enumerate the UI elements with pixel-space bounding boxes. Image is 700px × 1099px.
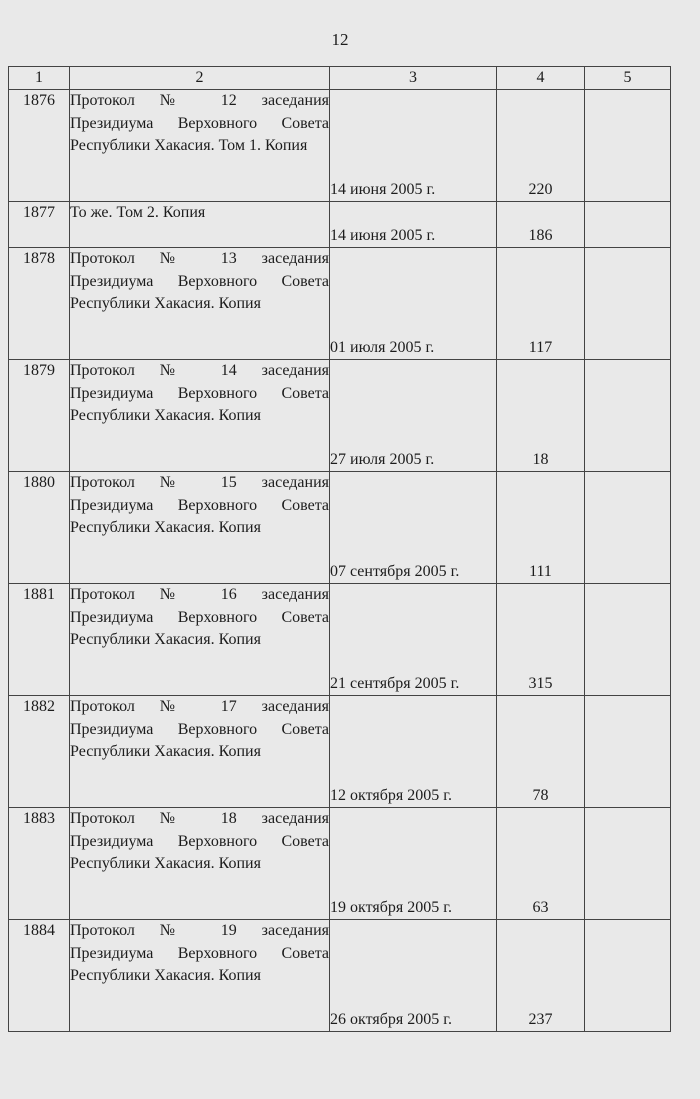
page-number: 12 — [331, 30, 349, 49]
item-title: То же. Том 2. Копия — [70, 202, 330, 248]
item-number: 1881 — [9, 584, 70, 696]
item-number: 1877 — [9, 202, 70, 248]
table-row — [9, 584, 671, 696]
item-sheets: 78 — [497, 696, 585, 808]
table-row — [9, 472, 671, 584]
item-date: 14 июня 2005 г. — [330, 90, 497, 202]
item-sheets: 111 — [497, 472, 585, 584]
item-note — [585, 202, 671, 248]
item-number: 1876 — [9, 90, 70, 202]
item-date: 21 сентября 2005 г. — [330, 584, 497, 696]
register-table — [8, 66, 671, 1032]
item-date: 14 июня 2005 г. — [330, 202, 497, 248]
column-header-title: 2 — [70, 67, 330, 90]
item-note — [585, 472, 671, 584]
item-number: 1884 — [9, 920, 70, 1032]
item-date: 12 октября 2005 г. — [330, 696, 497, 808]
item-title: Протокол № 13 заседания Президиума Верховного Совета Республики Хакасия. Копия — [70, 248, 330, 360]
item-date: 01 июля 2005 г. — [330, 248, 497, 360]
item-title: Протокол № 12 заседания Президиума Верховного Совета Республики Хакасия. Том 1. Копия — [70, 90, 330, 202]
item-title: Протокол № 17 заседания Президиума Верховного Совета Республики Хакасия. Копия — [70, 696, 330, 808]
item-note — [585, 90, 671, 202]
table-row — [9, 920, 671, 1032]
table-row — [9, 248, 671, 360]
table-body — [9, 90, 671, 1032]
item-note — [585, 808, 671, 920]
item-date: 07 сентября 2005 г. — [330, 472, 497, 584]
table-row — [9, 202, 671, 248]
table-header — [9, 67, 671, 90]
item-note — [585, 920, 671, 1032]
table-row — [9, 696, 671, 808]
item-date: 26 октября 2005 г. — [330, 920, 497, 1032]
item-title: Протокол № 18 заседания Президиума Верховного Совета Республики Хакасия. Копия — [70, 808, 330, 920]
table-row — [9, 808, 671, 920]
item-number: 1879 — [9, 360, 70, 472]
item-date: 27 июля 2005 г. — [330, 360, 497, 472]
header-row — [9, 67, 671, 90]
item-sheets: 186 — [497, 202, 585, 248]
column-header-number: 1 — [9, 67, 70, 90]
item-title: Протокол № 15 заседания Президиума Верховного Совета Республики Хакасия. Копия — [70, 472, 330, 584]
item-sheets: 237 — [497, 920, 585, 1032]
item-note — [585, 696, 671, 808]
item-number: 1883 — [9, 808, 70, 920]
item-note — [585, 248, 671, 360]
item-number: 1878 — [9, 248, 70, 360]
item-number: 1882 — [9, 696, 70, 808]
column-header-date: 3 — [330, 67, 497, 90]
item-title: Протокол № 16 заседания Президиума Верховного Совета Республики Хакасия. Копия — [70, 584, 330, 696]
table-row — [9, 360, 671, 472]
item-title: Протокол № 14 заседания Президиума Верховного Совета Республики Хакасия. Копия — [70, 360, 330, 472]
item-sheets: 220 — [497, 90, 585, 202]
item-note — [585, 584, 671, 696]
item-note — [585, 360, 671, 472]
item-title: Протокол № 19 заседания Президиума Верховного Совета Республики Хакасия. Копия — [70, 920, 330, 1032]
item-number: 1880 — [9, 472, 70, 584]
item-sheets: 18 — [497, 360, 585, 472]
column-header-note: 5 — [585, 67, 671, 90]
table-row — [9, 90, 671, 202]
column-header-sheets: 4 — [497, 67, 585, 90]
item-sheets: 315 — [497, 584, 585, 696]
item-sheets: 63 — [497, 808, 585, 920]
item-sheets: 117 — [497, 248, 585, 360]
item-date: 19 октября 2005 г. — [330, 808, 497, 920]
